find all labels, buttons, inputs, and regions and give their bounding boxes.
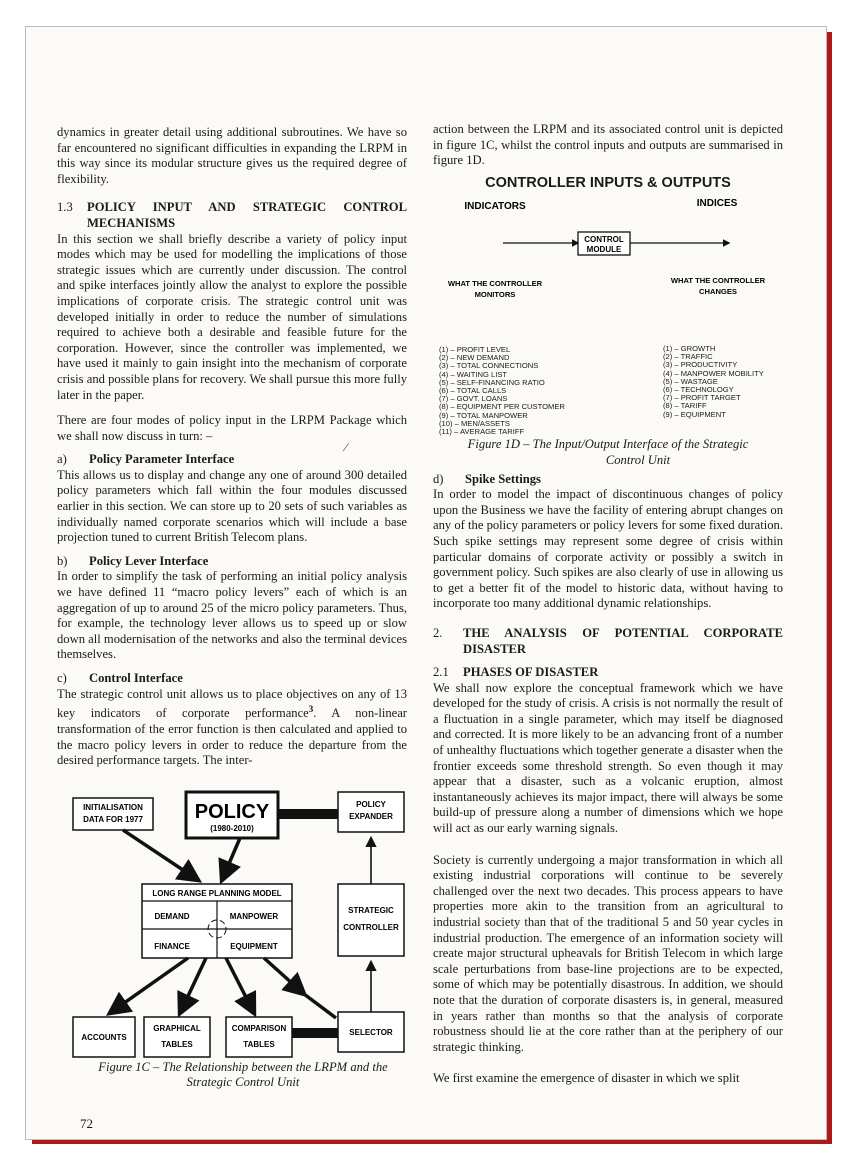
monitor-item: (1) – PROFIT LEVEL	[439, 346, 511, 355]
figure-1d-diagram	[433, 195, 783, 437]
strategic-controller-box	[338, 884, 404, 956]
equipment-label: EQUIPMENT	[230, 942, 278, 951]
section-number: 1.3	[57, 200, 73, 215]
indicators-label: INDICATORS	[464, 201, 526, 213]
subsection-title: Policy Parameter Interface	[89, 452, 235, 467]
monitors-list	[439, 346, 599, 436]
change-item: (9) – EQUIPMENT	[663, 410, 726, 419]
section-number: 2.	[433, 625, 443, 640]
subsection-letter: a)	[57, 452, 67, 467]
change-item: (7) – PROFIT TARGET	[663, 393, 741, 403]
figure-1d-title: CONTROLLER INPUTS & OUTPUTS	[485, 174, 731, 191]
section-1-3-body: In this section we shall briefly describe a variety of policy input modes which may be used for modelling the implications of those strategic issues which are currently under discussion. The control and spike interfaces jointly allow the analyst to explore the possible implications of corporate crisis. The strategic control unit was developed initially in order to reduce the number of simulations required to achieve both a desirable and feasible future for the corporation. However, since the controller was implemented, we have used it mainly to gain insight into the mechanism of corporate crisis and possible plans for recovery. We shall pursue this more fully later in the paper.	[57, 231, 407, 402]
graphical-label-2: TABLES	[161, 1040, 193, 1049]
change-item: (2) – TRAFFIC	[663, 352, 713, 362]
monitor-item: (10) – MEN/ASSETS	[439, 419, 510, 429]
figure-1c-caption	[68, 1060, 418, 1090]
graphical-label-1: GRAPHICAL	[153, 1024, 201, 1033]
selector-connector-bar	[292, 1028, 338, 1038]
lrpm-to-accounts-arrow	[110, 958, 188, 1013]
subsection-title: Policy Lever Interface	[89, 553, 209, 568]
subsection-letter: b)	[57, 553, 68, 568]
change-item: (8) – TARIFF	[663, 401, 707, 411]
subsection-c-body	[57, 687, 407, 769]
left-column	[57, 125, 407, 769]
subsection-c-text: The strategic control unit allows us to place objectives on any of 13 key indicators of corporate performance	[57, 686, 407, 721]
monitor-item: (4) – WAITING LIST	[439, 369, 508, 379]
section-2-1-body-3: We first examine the emergence of disaster in which we split	[433, 1071, 740, 1086]
subsection-letter: c)	[57, 671, 67, 685]
policy-to-lrpm-arrow	[222, 838, 240, 880]
figure-1c-caption-line-2: Strategic Control Unit	[186, 1075, 300, 1089]
controller-label-2: CONTROLLER	[343, 923, 399, 932]
figure-1d-caption-line-1: Figure 1D – The Input/Output Interface of the Strategic	[467, 437, 749, 452]
expander-label-1: POLICY	[356, 800, 386, 809]
monitor-item: (11) – AVERAGE TARIFF	[439, 427, 525, 437]
subsection-letter: d)	[433, 471, 444, 486]
manpower-label: MANPOWER	[229, 912, 279, 921]
lrpm-title: LONG RANGE PLANNING MODEL	[152, 889, 282, 898]
change-item: (6) – TECHNOLOGY	[663, 385, 734, 395]
finance-label: FINANCE	[154, 942, 190, 951]
subsection-b-heading	[57, 554, 407, 570]
subsection-a-heading	[57, 452, 407, 468]
lrpm-to-graphical-arrow	[180, 958, 206, 1013]
initialisation-label-2: DATA FOR 1977	[83, 815, 143, 824]
change-item: (3) – PRODUCTIVITY	[663, 360, 738, 370]
section-2-heading	[433, 626, 783, 657]
subsection-b-body: In order to simplify the task of performing an initial policy analysis we have defined 11 “macro policy levers” each of which is an aggregation of up to around 25 of the micro policy parameters. Thus, for example, the technology lever allows us to speed up or slow down all modernisation of the networks and also the terminal devices themselves.	[57, 569, 407, 662]
change-item: (5) – WASTAGE	[663, 377, 718, 387]
monitor-item: (6) – TOTAL CALLS	[439, 386, 507, 396]
monitor-item: (8) – EQUIPMENT PER CUSTOMER	[439, 402, 565, 412]
monitor-item: (7) – GOVT. LOANS	[439, 394, 508, 404]
section-title: THE ANALYSIS OF POTENTIAL CORPORATE DISASTER	[463, 625, 783, 656]
section-2-1-body-2: Society is currently undergoing a major transformation in which all existing industrial corporations will continue to be severely challenged over the next two decades. This process appears to have properties more akin to the transition from an agricultural to industrial society than that of the traditional 5 and 50 year cycles in industrial production. The emergence of an information society will create major structural upheavals for British Telecom in which large scale perturbations from base-line projections are to be expected, some of which may be potentially disastrous. In addition, we should note that the duration of corporate disasters is, in general, measured in years rather than months so that the analysis of corporate robustness should lie at the core rather than at the periphery of our strategic thinking.	[433, 852, 783, 1054]
demand-label: DEMAND	[154, 912, 190, 921]
section-title: PHASES OF DISASTER	[463, 665, 599, 680]
section-1-3-heading	[57, 200, 407, 231]
section-number: 2.1	[433, 665, 449, 680]
graphical-tables-box	[144, 1017, 210, 1057]
intro-paragraph: dynamics in greater detail using additional subroutines. We have so far encountered no significant difficulties in expanding the LRPM in this way since its modular structure gives us the required degree of flexibility.	[57, 125, 407, 186]
initialisation-label-1: INITIALISATION	[83, 803, 143, 812]
right-column	[433, 122, 783, 1087]
right-intro-paragraph: action between the LRPM and its associated control unit is depicted in figure 1C, whilst the control inputs and outputs are summarised in figure 1D.	[433, 122, 783, 168]
section-2-1-body: We shall now explore the conceptual framework which we have developed for the study of crisis. A crisis is not normally the result of a fluctuation in a single parameter, which may itself be diagnosed and corrected. It is more likely to be an advancing front of a number of unhealthy fluctuations which together generate a disaster when the frontier exceeds some threshold strength. So even though it may appear that a disaster, such as a volcanic eruption, almost instantaneously achieves its major impact, there will always be some build-up of pressure along a number of dimensions which we hope will act as our early warning signals.	[433, 680, 783, 836]
change-item: (1) – GROWTH	[663, 345, 716, 354]
lrpm-to-comparison-arrow	[226, 958, 254, 1013]
changes-heading-1: WHAT THE CONTROLLER	[670, 276, 766, 286]
policy-years: (1980-2010)	[210, 824, 254, 833]
monitors-heading-1: WHAT THE CONTROLLER	[447, 279, 543, 289]
subsection-d-body: In order to model the impact of discontinuous changes of policy upon the Business we have the facility of entering abrupt changes on any of the policy parameters or policy levers for some fixed duration. Such spike settings may represent some degree of crisis within particular domains of corporate activity or possibly a switch in government policy. Such spikes are also clearly of use in allowing us to get a better fit of the model to historic data, without having to incorporate too many additional dynamic relationships.	[433, 487, 783, 611]
subsection-title: Control Interface	[89, 671, 183, 685]
controller-label-1: STRATEGIC	[348, 906, 394, 915]
selector-label: SELECTOR	[349, 1028, 393, 1037]
footnote-marker: 3	[308, 704, 314, 715]
figure-1c-diagram	[68, 788, 413, 1070]
subsection-c-text-cont: . A non-linear transformation of the error function is then calculated and applied to the macro policy levers in order to reduce the departure from the desired performance targets. The inter-	[57, 706, 407, 768]
changes-heading-2: CHANGES	[699, 287, 737, 297]
lrpm-to-selector-line	[304, 994, 336, 1018]
lrpm-arrow-right	[264, 958, 304, 994]
expander-label-2: EXPANDER	[349, 812, 393, 821]
comparison-tables-box	[226, 1017, 292, 1057]
monitors-heading-2: MONITORS	[474, 290, 516, 300]
section-2-1-heading	[433, 665, 783, 681]
figure-1d-caption-line-2: Control Unit	[605, 452, 671, 467]
subsection-c-heading	[57, 671, 407, 687]
accounts-label: ACCOUNTS	[81, 1033, 127, 1042]
policy-label: POLICY	[194, 801, 270, 823]
section-title: POLICY INPUT AND STRATEGIC CONTROL MECHANISMS	[87, 200, 407, 230]
monitor-item: (2) – NEW DEMAND	[439, 353, 510, 363]
monitor-item: (9) – TOTAL MANPOWER	[439, 411, 528, 420]
changes-list	[663, 345, 783, 419]
comparison-label-1: COMPARISON	[231, 1024, 287, 1033]
page-number: 72	[80, 1116, 93, 1131]
monitor-item: (3) – TOTAL CONNECTIONS	[439, 361, 539, 371]
section-1-3-body-2: There are four modes of policy input in the LRPM Package which we shall now discuss in turn: –	[57, 413, 407, 443]
subsection-a-body: This allows us to display and change any one of around 300 detailed policy parameters which fall within the four modules discussed earlier in this section. We can store up to 20 sets of such variables as individually named corporate scenarios which will include a base projection tuned to current British Telecom plans.	[57, 467, 407, 545]
figure-1d-caption	[433, 437, 783, 468]
comparison-label-2: TABLES	[243, 1040, 275, 1049]
monitor-item: (5) – SELF-FINANCING RATIO	[439, 378, 545, 388]
figure-1c-caption-line-1: Figure 1C – The Relationship between the LRPM and the	[98, 1060, 388, 1074]
control-module-label-1: CONTROL	[584, 235, 624, 245]
control-module-label-2: MODULE	[586, 245, 622, 255]
policy-connector-bar	[278, 809, 338, 819]
change-item: (4) – MANPOWER MOBILITY	[663, 368, 764, 378]
pencil-tick-mark: ∕	[345, 440, 348, 454]
subsection-d-heading	[433, 472, 783, 488]
subsection-title: Spike Settings	[465, 471, 541, 486]
indices-label: INDICES	[696, 198, 738, 210]
